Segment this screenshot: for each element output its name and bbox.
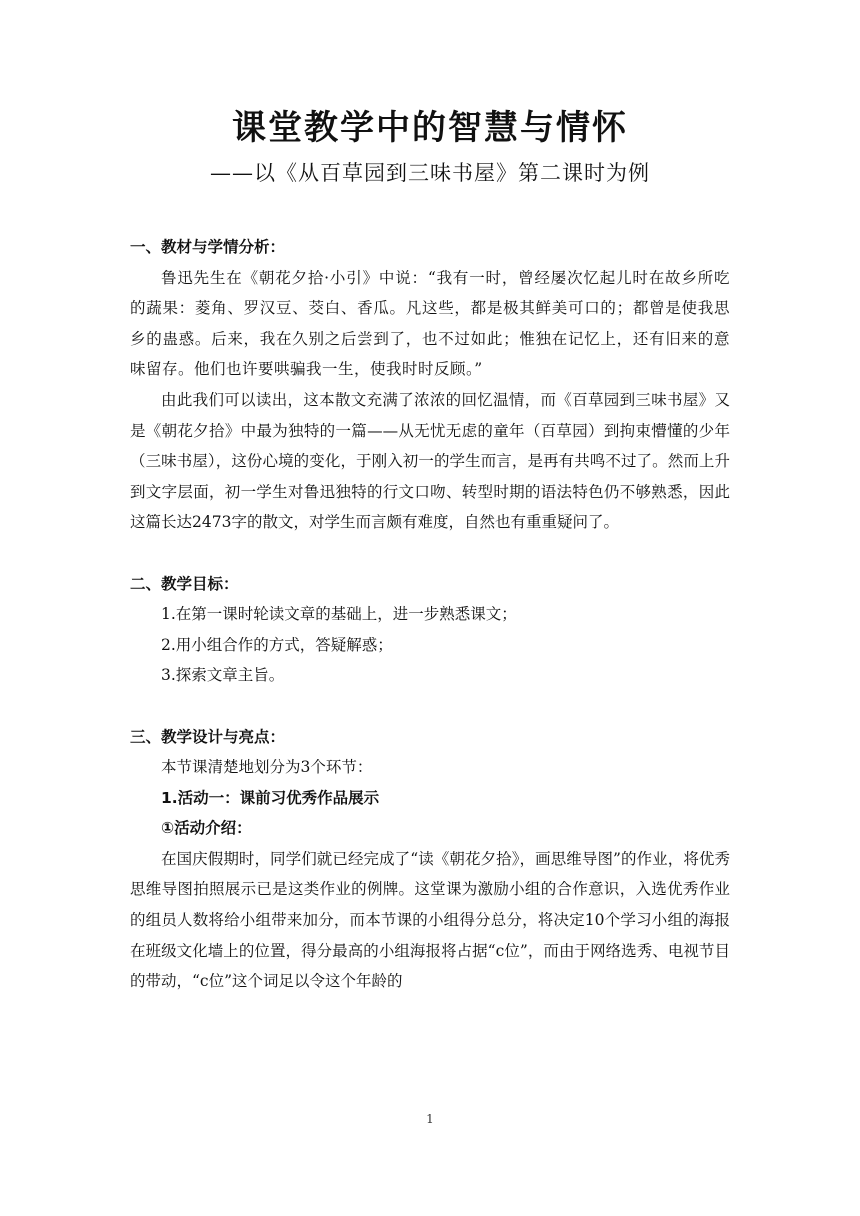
page-subtitle: ——以《从百草园到三味书屋》第二课时为例: [210, 161, 650, 185]
paragraph-analysis: 由此我们可以读出，这本散文充满了浓浓的回忆温情，而《百草园到三味书屋》又是《朝花夕拾》中最为独特的一篇——从无忧无虑的童年（百草园）到拘束懵懂的少年（三味书屋），这份心境的变化，于刚入初一的学生而言，是再有共鸣不过了。然而上升到文字层面，初一学生对鲁迅独特的行文口吻、转型时期的语法特色仍不够熟悉，因此这篇长达2473字的散文，对学生而言颇有难度，自然也有重重疑问了。: [130, 390, 730, 532]
section3-intro: 本节课清楚地划分为3个环节：: [161, 758, 373, 777]
activity-title: 1.活动一：课前习优秀作品展示: [161, 788, 380, 807]
paragraph-activity: 在国庆假期时，同学们就已经完成了“读《朝花夕拾》，画思维导图”的作业，将优秀思维导图拍照展示已是这类作业的例牌。这堂课为激励小组的合作意识，入选优秀作业的组员人数将给小组带来加分，而本节课的小组得分总分，将决定10个学习小组的海报在班级文化墙上的位置，得分最高的小组海报将占据“c位”，而由于网络选秀、电视节目的带动，“c位”这个词足以令这个年龄的: [130, 849, 730, 991]
spacer: [130, 691, 730, 722]
page-title: 课堂教学中的智慧与情怀: [232, 108, 628, 148]
page-number: 1: [426, 1112, 434, 1126]
section-heading-3: 三、教学设计与亮点：: [130, 727, 286, 746]
objective-item-1: 1.在第一课时轮读文章的基础上，进一步熟悉课文；: [161, 605, 517, 624]
section-heading-1: 一、教材与学情分析：: [130, 238, 286, 256]
section-heading-2: 二、教学目标：: [130, 574, 239, 593]
paragraph-quote: 鲁迅先生在《朝花夕拾·小引》中说：“我有一时，曾经屡次忆起儿时在故乡所吃的蔬果：菱角、罗汉豆、茭白、香瓜。凡这些，都是极其鲜美可口的；都曾是使我思乡的蛊惑。后来，我在久别之后尝到了，也不过如此；惟独在记忆上，还有旧来的意味留存。他们也许要哄骗我一生，使我时时反顾。”: [130, 268, 730, 379]
activity-subtitle: ①活动介绍：: [161, 819, 252, 838]
document-body: [130, 232, 730, 997]
objective-item-3: 3.探索文章主旨。: [161, 666, 285, 685]
spacer: [130, 538, 730, 569]
objective-item-2: 2.用小组合作的方式，答疑解惑；: [161, 635, 393, 654]
